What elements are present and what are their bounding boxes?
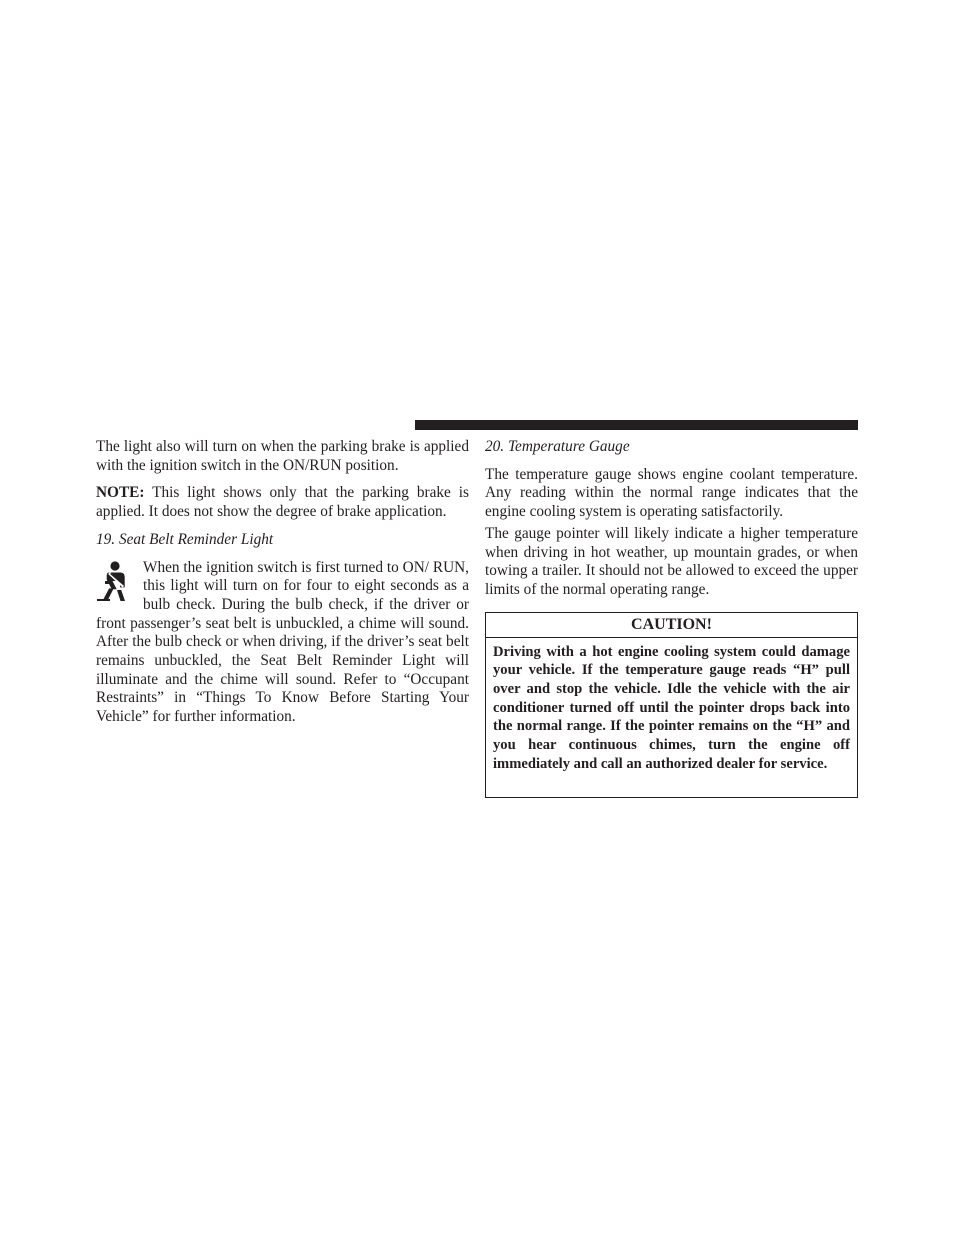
note-paragraph [96, 484, 469, 521]
temperature-paragraph-1: The temperature gauge shows engine coolant temperature. Any reading within the normal range indicates that the engine cooling system is operating satisfactorily. [485, 465, 858, 521]
left-column [96, 438, 469, 736]
seat-belt-heading: 19. Seat Belt Reminder Light [96, 530, 274, 548]
parking-brake-paragraph: The light also will turn on when the parking brake is applied with the ignition switch in the ON/RUN position. [96, 438, 469, 474]
section-header-bar [415, 420, 858, 430]
right-column [485, 438, 858, 798]
temperature-paragraph-2: The gauge pointer will likely indicate a higher temperature when driving in hot weather, up mountain grades, or when towing a trailer. It should not be allowed to exceed the upper limits of the normal operating range. [485, 524, 858, 598]
caution-text: Driving with a hot engine cooling system could damage your vehicle. If the temperature gauge reads “H” pull over and stop the vehicle. Idle the vehicle with the air conditioner turned off until the pointer drops back into the normal range. If the pointer remains on the “H” and you hear continuous chimes, turn the engine off immediately and call an authorized dealer for service. [493, 643, 850, 772]
temperature-gauge-heading: 20. Temperature Gauge [485, 438, 630, 455]
seat-belt-text: When the ignition switch is first turned to ON/ RUN, this light will turn on for four to eight seconds as a bulb check. During the bulb check, if the driver or front passenger’s seat belt is unbuckled, a chime will sound. After the bulb check or when driving, if the driver’s seat belt remains unbuckled, the Seat Belt Reminder Light will illuminate and the chime will sound. Refer to “Occupant Restraints” in “Things To Know Before Starting Your Vehicle” for further information. [96, 558, 469, 726]
note-text: This light shows only that the parking brake is applied. It does not show the degree of brake application. [96, 484, 469, 521]
caution-box [485, 612, 858, 798]
note-label: NOTE: [96, 484, 145, 502]
seat-belt-paragraph [96, 559, 469, 727]
seat-belt-icon [96, 561, 132, 601]
caution-title: CAUTION! [486, 613, 857, 638]
